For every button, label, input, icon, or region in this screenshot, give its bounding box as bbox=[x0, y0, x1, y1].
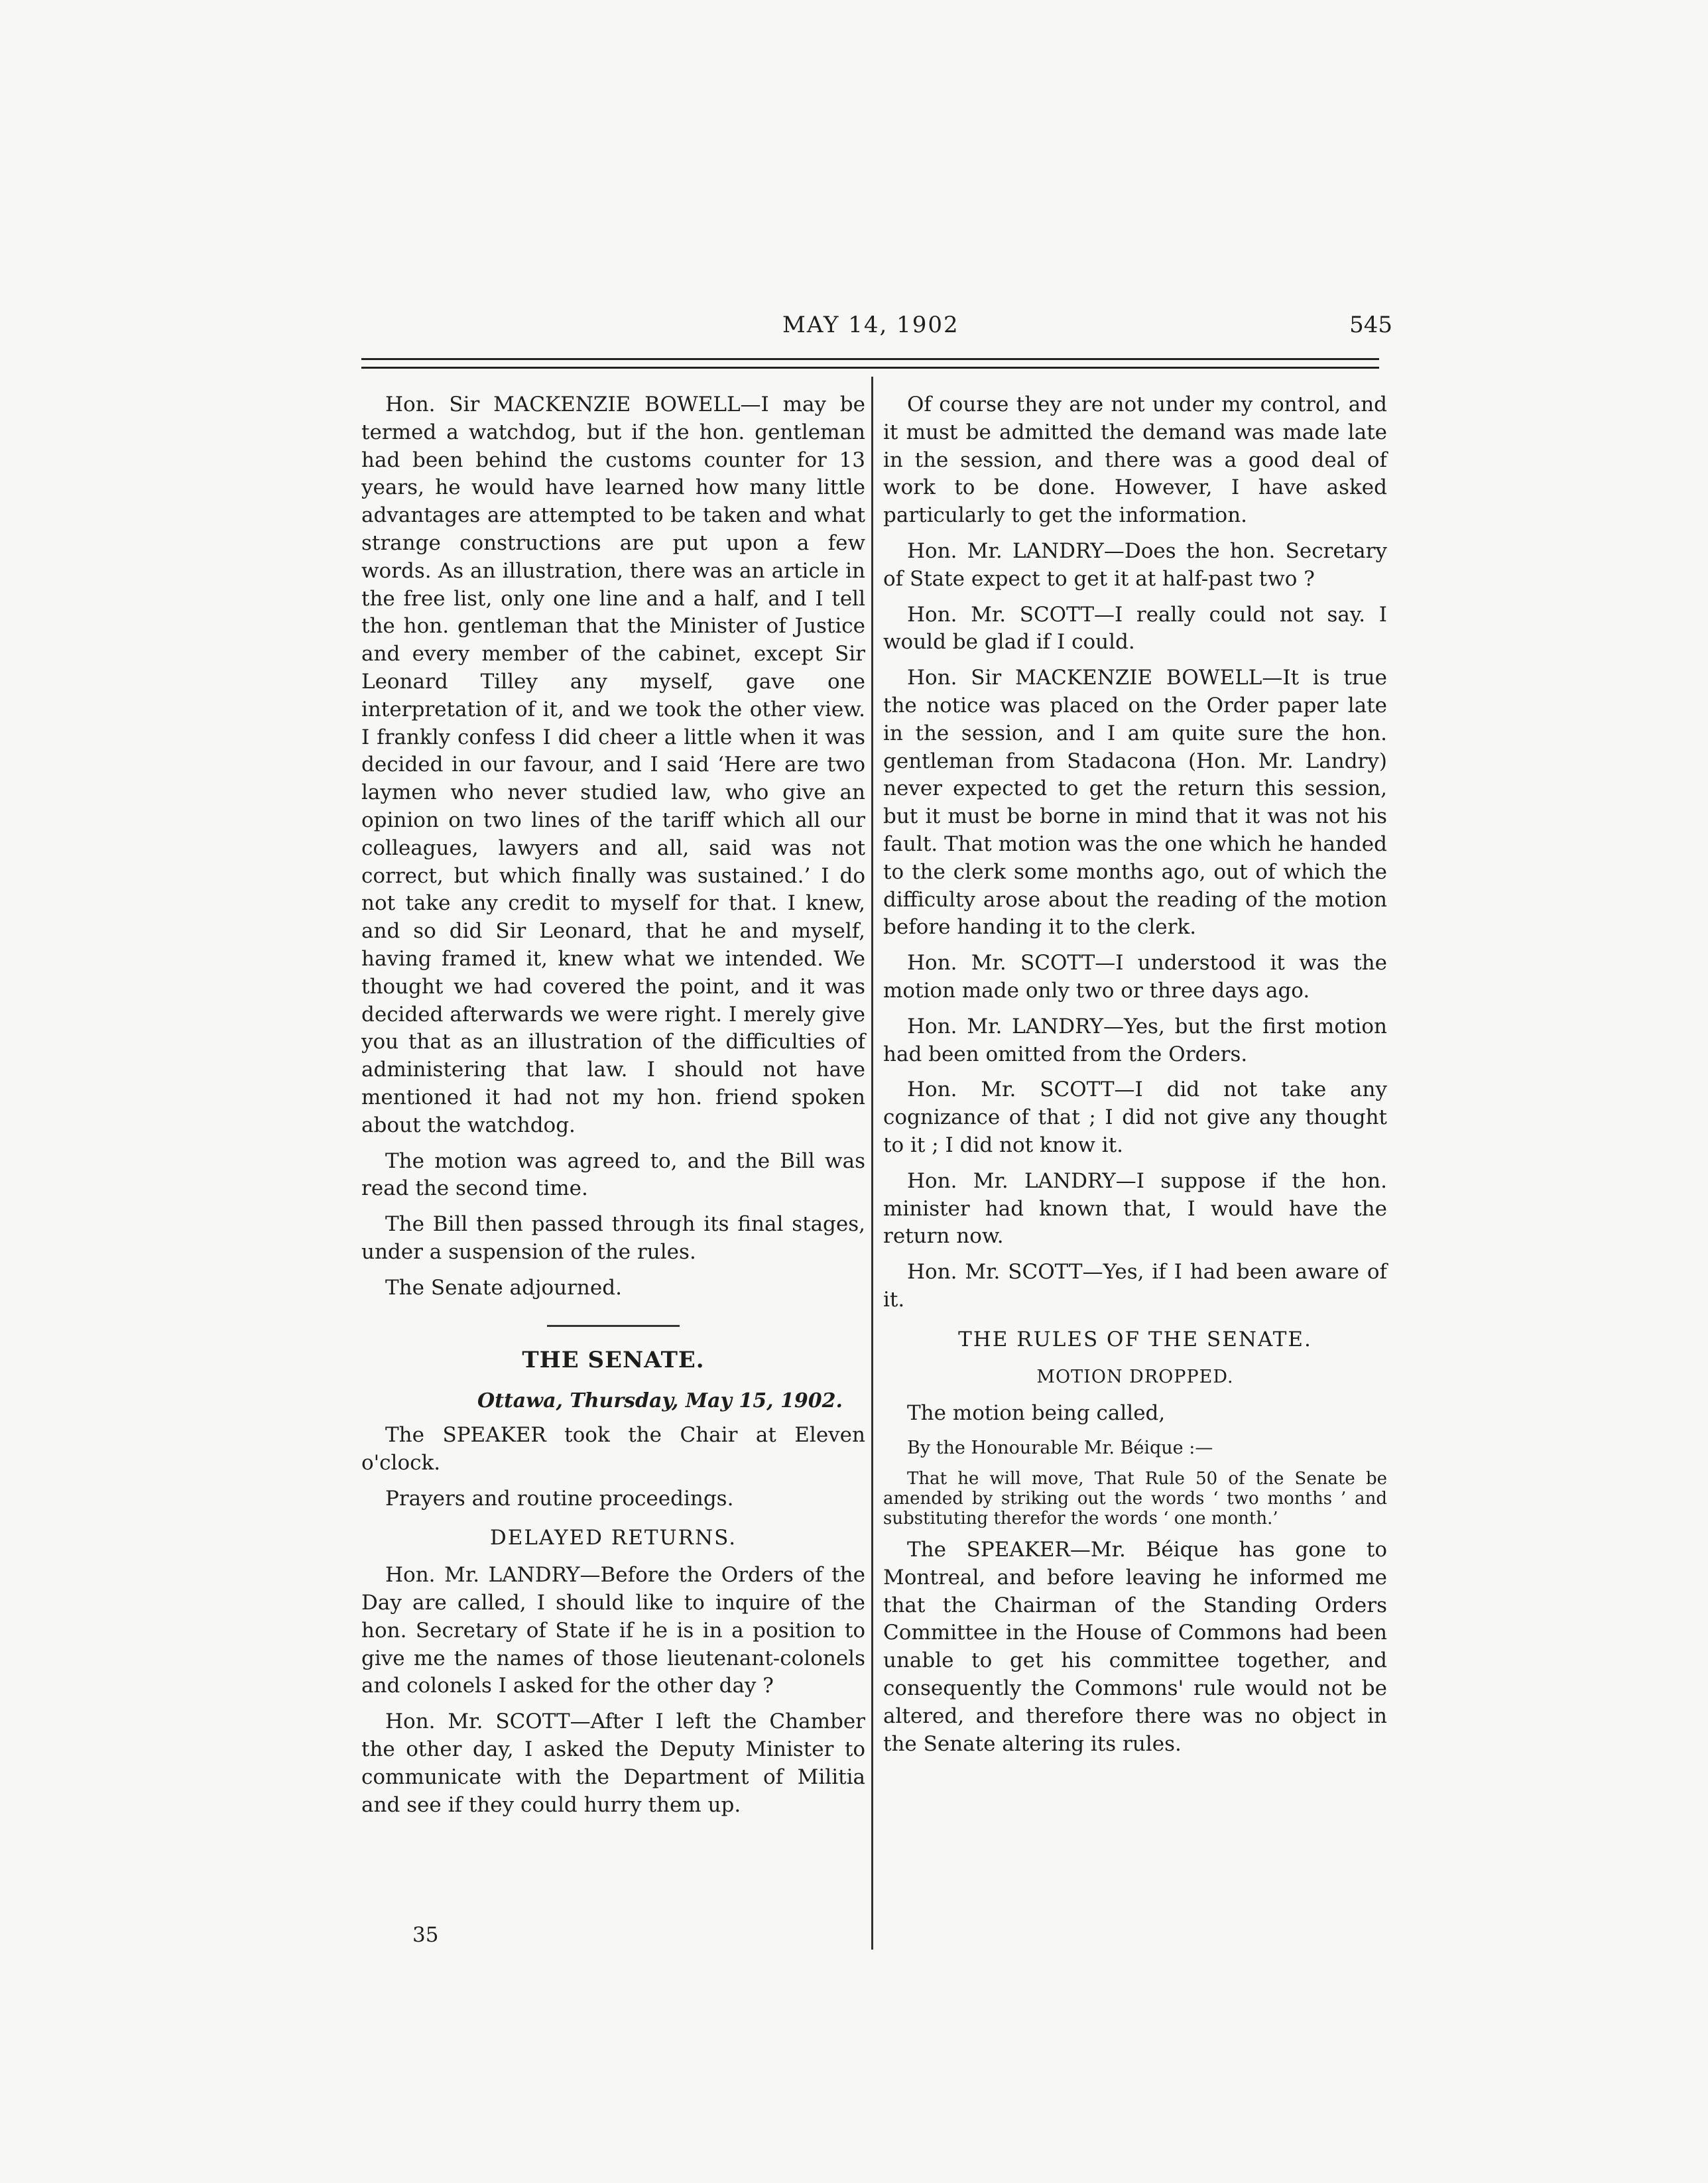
paragraph: Hon. Mr. LANDRY—Does the hon. Secretary of State expect to get it at half-past two ? bbox=[883, 538, 1387, 591]
paragraph: The SPEAKER took the Chair at Eleven o'clock. bbox=[361, 1423, 865, 1475]
signature-mark: 35 bbox=[412, 1923, 439, 1947]
header-rule-bottom bbox=[361, 367, 1379, 369]
paragraph: Hon. Sir MACKENZIE BOWELL—I may be termed a watchdog, but if the hon. gentleman had been behind the customs counter for 13 years, he would have learned how many little advantages are attempted to be taken and what strange constructions are put upon a few words. As an illustration, there was an article in the free list, only one line and a half, and I tell the hon. gentleman that the Minister of Justice and every member of the cabinet, except Sir Leonard Tilley any myself, gave one interpretation of it, and we took the other view. I frankly confess I did cheer a little when it was decided in our favour, and I said ‘Here are two laymen who never studied law, who give an opinion on two lines of the tariff which all our colleagues, lawyers and all, said was not correct, but which finally was sustained.’ I do not take any credit to myself for that. I knew, and so did Sir Leonard, that he and myself, having framed it, knew what we intended. We thought we had covered the point, and it was decided afterwards we were right. I merely give you that as an illustration of the difficulties of administering that law. I should not have mentioned it had not my hon. friend spoken about the watchdog. bbox=[361, 393, 865, 1137]
page-number: 545 bbox=[1349, 312, 1392, 338]
paragraph: The Bill then passed through its final stages, under a suspension of the rules. bbox=[361, 1212, 865, 1264]
paragraph: The motion being called, bbox=[907, 1401, 1166, 1426]
subsection-title: MOTION DROPPED. bbox=[1036, 1366, 1234, 1387]
motion-by: By the Honourable Mr. Béique :— bbox=[907, 1438, 1213, 1459]
header-rule-top bbox=[361, 358, 1379, 360]
paragraph: Hon. Mr. LANDRY—Before the Orders of the Day are called, I should like to inquire of the hon. Secretary of State if he is in a position to give me the names of those lieutenant-colonels and colonels I asked for the other day ? bbox=[361, 1563, 865, 1698]
paragraph: The Senate adjourned. bbox=[385, 1275, 622, 1300]
paragraph: Hon. Mr. SCOTT—I really could not say. I would be glad if I could. bbox=[883, 602, 1387, 655]
paragraph: Prayers and routine proceedings. bbox=[385, 1486, 734, 1511]
section-title: THE SENATE. bbox=[522, 1346, 705, 1373]
left-column bbox=[361, 391, 865, 1827]
paragraph: Hon. Mr. LANDRY—I suppose if the hon. minister had known that, I would have the return now. bbox=[883, 1168, 1387, 1249]
motion-text: That he will move, That Rule 50 of the Senate be amended by striking out the words ‘ two months ’ and substituting therefor the words ‘ one month.’ bbox=[883, 1469, 1387, 1529]
paragraph: The motion was agreed to, and the Bill was read the second time. bbox=[361, 1149, 865, 1201]
header-date: MAY 14, 1902 bbox=[782, 312, 959, 338]
paragraph: Hon. Mr. SCOTT—Yes, if I had been aware of it. bbox=[883, 1260, 1387, 1312]
paragraph: Hon. Mr. LANDRY—Yes, but the first motion had been omitted from the Orders. bbox=[883, 1014, 1387, 1066]
paragraph: Hon. Mr. SCOTT—I understood it was the motion made only two or three days ago. bbox=[883, 951, 1387, 1003]
subsection-title: DELAYED RETURNS. bbox=[489, 1526, 737, 1550]
paragraph: Hon. Mr. SCOTT—I did not take any cognizance of that ; I did not give any thought to it ; I did not know it. bbox=[883, 1078, 1387, 1157]
page-header bbox=[358, 312, 1392, 345]
paragraph: Hon. Sir MACKENZIE BOWELL—It is true the notice was placed on the Order paper late in the session, and I am quite sure the hon. gentleman from Stadacona (Hon. Mr. Landry) never expected to get the return this session, but it must be borne in mind that it was not his fault. That motion was the one which he handed to the clerk some months ago, out of which the difficulty arose about the reading of the motion before handing it to the clerk. bbox=[883, 666, 1387, 940]
section-rule bbox=[547, 1325, 680, 1327]
section-title: THE RULES OF THE SENATE. bbox=[958, 1327, 1312, 1351]
right-column bbox=[883, 391, 1387, 1766]
paragraph: The SPEAKER—Mr. Béique has gone to Montreal, and before leaving he informed me that the Chairman of the Standing Orders Committee in the House of Commons had been unable to get his committee together, and consequently the Commons' rule would not be altered, and therefore there was no object in the Senate altering its rules. bbox=[883, 1538, 1387, 1756]
paragraph: Hon. Mr. SCOTT—After I left the Chamber the other day, I asked the Deputy Minister to communicate with the Department of Militia and see if they could hurry them up. bbox=[361, 1710, 865, 1817]
dateline: Ottawa, Thursday, May 15, 1902. bbox=[477, 1389, 843, 1413]
column-divider bbox=[871, 377, 873, 1950]
paragraph: Of course they are not under my control, and it must be admitted the demand was made late in the session, and there was a good deal of work to be done. However, I have asked particularly to get the information. bbox=[883, 393, 1387, 528]
